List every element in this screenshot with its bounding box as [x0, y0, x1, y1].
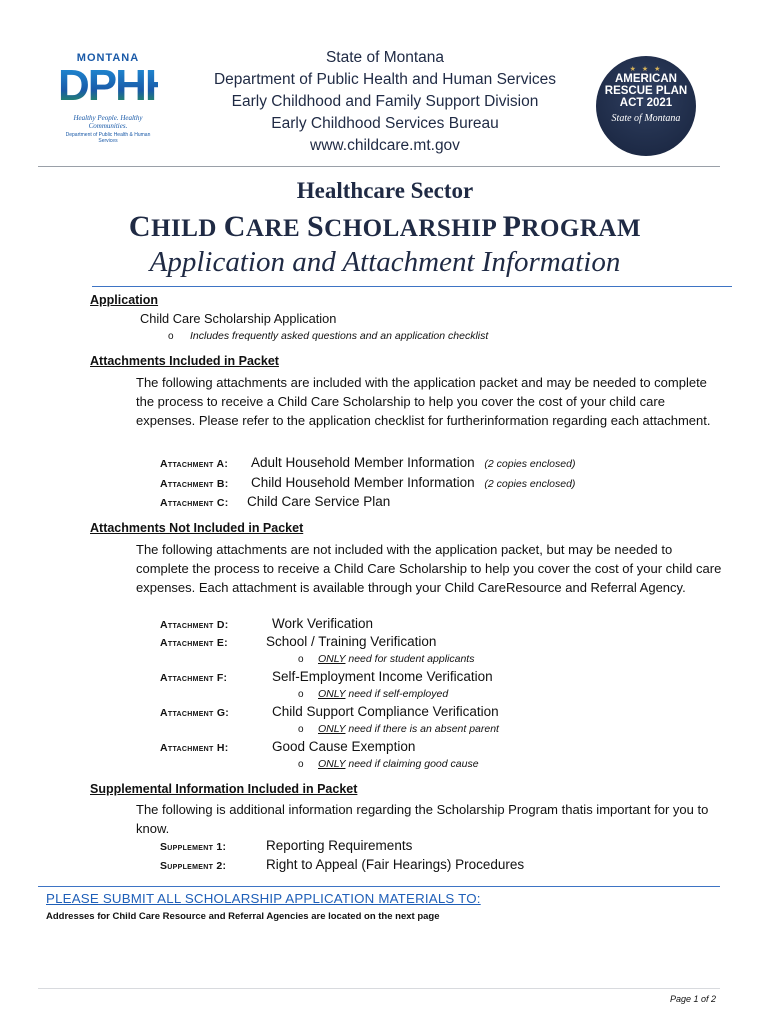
header-line-state: State of Montana — [325, 49, 445, 66]
attachment-f-note-text: need if self-employed — [345, 688, 449, 700]
header-divider — [38, 166, 720, 167]
seal-stars-icon: ★ ★ ★ — [629, 66, 663, 73]
attachment-g-desc: Child Support Compliance Verification — [272, 704, 499, 719]
supplement-1-desc: Reporting Requirements — [266, 838, 413, 853]
header-line-department: Department of Public Health and Human Services — [213, 71, 557, 88]
attachment-b-desc — [251, 475, 575, 490]
supplement-2-label: Supplement 2: — [160, 860, 227, 872]
seal-line-2: RESCUE PLAN — [604, 85, 688, 97]
not-included-paragraph: The following attachments are not included with the application packet, but may be needed to complete the process to receive a Child Care Scholarship to help you cover the cost of your child care expenses. Each attachment is available through your Child CareResource and Referral Agency. — [136, 542, 722, 595]
sector-title: Healthcare Sector — [296, 178, 474, 203]
application-item: Child Care Scholarship Application — [140, 311, 337, 326]
only-emphasis: ONLY — [318, 688, 346, 700]
only-emphasis: ONLY — [318, 758, 346, 770]
bullet-icon: o — [298, 689, 304, 700]
program-title-part: CHOLARSHIP — [324, 215, 503, 242]
included-heading: Attachments Included in Packet — [90, 354, 279, 368]
seal-line-3: ACT 2021 — [619, 97, 673, 109]
supplemental-heading: Supplemental Information Included in Packet — [90, 782, 358, 796]
attachment-g-note-text: need if there is an absent parent — [345, 723, 499, 735]
submit-heading: PLEASE SUBMIT ALL SCHOLARSHIP APPLICATION MATERIALS TO: — [46, 891, 481, 906]
submit-divider — [38, 886, 720, 887]
logo-dphhs-text: DPHHS — [58, 61, 203, 110]
attachment-b-desc-text: Child Household Member Information — [251, 475, 475, 490]
logo-subline: Department of Public Health & Human Services — [65, 132, 151, 144]
bullet-icon: o — [298, 654, 304, 665]
attachment-a-note: (2 copies enclosed) — [484, 458, 576, 470]
program-title-part: P — [502, 210, 522, 243]
attachment-f-note — [318, 688, 448, 700]
attachment-d-label: Attachment D: — [160, 619, 229, 631]
attachment-e-note — [318, 653, 474, 665]
application-subitem: Includes frequently asked questions and an application checklist — [190, 330, 489, 342]
only-emphasis: ONLY — [318, 653, 346, 665]
program-title-part: ROGRAM — [521, 215, 642, 242]
attachment-e-note-text: need for student applicants — [345, 653, 475, 665]
attachment-c-label: Attachment C: — [160, 497, 229, 509]
attachment-f-label: Attachment F: — [160, 672, 228, 684]
bullet-icon: o — [298, 759, 304, 770]
header-line-division: Early Childhood and Family Support Division — [231, 93, 539, 110]
document-subtitle: Application and Attachment Information — [149, 246, 621, 278]
seal-line-4: State of Montana — [611, 113, 681, 124]
supplement-1-label: Supplement 1: — [160, 841, 227, 853]
not-included-heading: Attachments Not Included in Packet — [90, 521, 304, 535]
logo-state-text: MONTANA — [76, 52, 140, 64]
attachment-f-desc: Self-Employment Income Verification — [272, 669, 493, 684]
footer-divider — [38, 988, 720, 989]
attachment-h-desc: Good Cause Exemption — [272, 739, 416, 754]
attachment-h-label: Attachment H: — [160, 742, 229, 754]
attachment-e-desc: School / Training Verification — [266, 634, 437, 649]
attachment-d-desc: Work Verification — [272, 616, 374, 631]
supplemental-paragraph: The following is additional information regarding the Scholarship Program thatis important for you to know. — [136, 802, 709, 836]
attachment-e-label: Attachment E: — [160, 637, 228, 649]
logo-tagline: Healthy People. Healthy Communities. — [73, 114, 143, 130]
attachment-c-desc: Child Care Service Plan — [247, 494, 391, 509]
attachment-b-label: Attachment B: — [160, 478, 229, 490]
program-title-part: ARE — [245, 215, 307, 242]
attachment-h-note — [318, 758, 479, 770]
attachment-a-desc-text: Adult Household Member Information — [251, 455, 475, 470]
application-heading: Application — [90, 293, 159, 307]
header-line-bureau: Early Childhood Services Bureau — [271, 115, 499, 132]
program-title-part: C — [223, 210, 246, 243]
bullet-icon: o — [168, 331, 174, 342]
attachment-b-note: (2 copies enclosed) — [484, 478, 576, 490]
page-number: Page 1 of 2 — [669, 994, 716, 1004]
addresses-note: Addresses for Child Care Resource and Referral Agencies are located on the next page — [46, 911, 440, 922]
program-title-part: C — [128, 210, 152, 243]
header-line-website: www.childcare.mt.gov — [310, 137, 460, 154]
attachment-g-note — [318, 723, 499, 735]
attachment-h-note-text: need if claiming good cause — [345, 758, 479, 770]
seal-line-1: AMERICAN — [615, 73, 677, 85]
included-paragraph: The following attachments are included with the application packet and may be needed to complete the process to receive a Child Care Scholarship to help you cover the cost of your child care expenses. Please refer to the application checklist for furtherinformation regarding each attachment. — [136, 375, 711, 428]
program-title — [0, 210, 770, 244]
supplement-2-desc: Right to Appeal (Fair Hearings) Procedures — [266, 857, 525, 872]
only-emphasis: ONLY — [318, 723, 346, 735]
rescue-plan-seal — [596, 56, 696, 156]
attachment-a-label: Attachment A: — [160, 458, 229, 470]
bullet-icon: o — [298, 724, 304, 735]
title-divider — [92, 286, 732, 287]
program-title-part: S — [306, 210, 325, 243]
attachment-g-label: Attachment G: — [160, 707, 230, 719]
program-title-part: HILD — [151, 215, 224, 242]
attachment-a-desc — [251, 455, 575, 470]
